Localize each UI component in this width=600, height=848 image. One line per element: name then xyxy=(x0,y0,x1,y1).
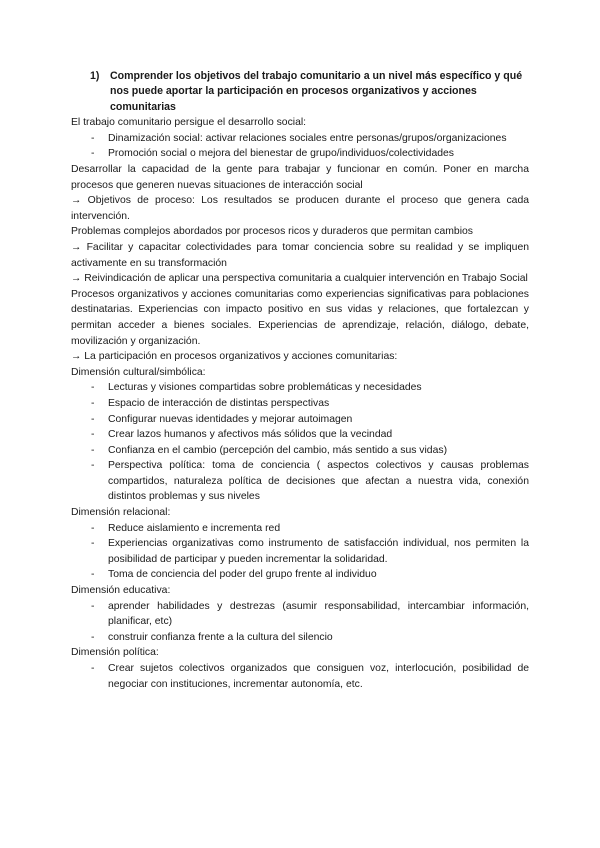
list-item: - Promoción social o mejora del bienestar de grupo/individuos/colectividades xyxy=(71,146,529,162)
list-item: - Reduce aislamiento e incrementa red xyxy=(71,521,529,537)
list-item: - Toma de conciencia del poder del grupo frente al individuo xyxy=(71,567,529,583)
document-page xyxy=(71,69,529,692)
list-item: - Dinamización social: activar relaciones sociales entre personas/grupos/organizaciones xyxy=(71,131,529,147)
dimension-cultural-list xyxy=(71,380,529,505)
list-item: - Crear lazos humanos y afectivos más sólidos que la vecindad xyxy=(71,427,529,443)
intro-paragraph: El trabajo comunitario persigue el desarrollo social: xyxy=(71,117,307,129)
heading-number: 1) xyxy=(90,70,100,82)
list-item: - aprender habilidades y destrezas (asumir responsabilidad, intercambiar información, planificar, etc) xyxy=(71,599,529,630)
list-item: - Experiencias organizativas como instrumento de satisfacción individual, nos permiten la posibilidad de participar y pueden incrementar la solidaridad. xyxy=(71,536,529,567)
list-item: - Perspectiva política: toma de conciencia ( aspectos colectivos y causas problemas compartidos, naturaleza política de decisiones que afectan a nuestra vida, conexión distintos problemas y sus niveles xyxy=(71,458,529,505)
list-item: - Espacio de interacción de distintas perspectivas xyxy=(71,396,529,412)
intro-list xyxy=(71,131,529,162)
dimension-relational-title: Dimensión relacional: xyxy=(71,507,171,519)
list-item: - Lecturas y visiones compartidas sobre problemáticas y necesidades xyxy=(71,380,529,396)
list-item: - Confianza en el cambio (percepción del cambio, más sentido a sus vidas) xyxy=(71,443,529,459)
section-heading xyxy=(71,69,529,115)
dimension-relational-list xyxy=(71,521,529,583)
heading-text: Comprender los objetivos del trabajo comunitario a un nivel más específico y qué nos puede aportar la participación en procesos organizativos y acciones comunitarias xyxy=(110,70,523,113)
paragraph-complex-problems: Problemas complejos abordados por procesos ricos y duraderos que permitan cambios xyxy=(71,226,473,238)
list-item: - Configurar nuevas identidades y mejorar autoimagen xyxy=(71,412,529,428)
dimension-political-title: Dimensión política: xyxy=(71,647,159,659)
dimension-educational-list xyxy=(71,599,529,646)
paragraph-capacity: Desarrollar la capacidad de la gente para trabajar y funcionar en común. Poner en marcha procesos que generen nuevas situaciones de interacción social xyxy=(71,164,529,191)
paragraph-community-perspective: → Reivindicación de aplicar una perspectiva comunitaria a cualquier intervención en Trabajo Social xyxy=(71,273,528,285)
dimension-educational-title: Dimensión educativa: xyxy=(71,585,171,597)
paragraph-participation: → La participación en procesos organizativos y acciones comunitarias: xyxy=(71,351,398,363)
dimension-political-list xyxy=(71,661,529,692)
paragraph-process-objectives: → Objetivos de proceso: Los resultados se producen durante el proceso que genera cada intervención. xyxy=(71,195,529,222)
paragraph-facilitate: → Facilitar y capacitar colectividades para tomar conciencia sobre su realidad y se impliquen activamente en su transformación xyxy=(71,241,529,269)
paragraph-organizational-processes: Procesos organizativos y acciones comunitarias como experiencias significativas para poblaciones destinatarias. Experiencias con impacto positivo en sus vidas y relaciones, que fortalezcan y permitan acceder a bienes sociales. Experiencias de aprendizaje, relación, diálogo, debate, movilización y organización. xyxy=(71,288,529,347)
dimension-cultural-title: Dimensión cultural/simbólica: xyxy=(71,366,206,378)
list-item: - Crear sujetos colectivos organizados que consiguen voz, interlocución, posibilidad de negociar con instituciones, incrementar autonomía, etc. xyxy=(71,661,529,692)
list-item: - construir confianza frente a la cultura del silencio xyxy=(71,630,529,646)
